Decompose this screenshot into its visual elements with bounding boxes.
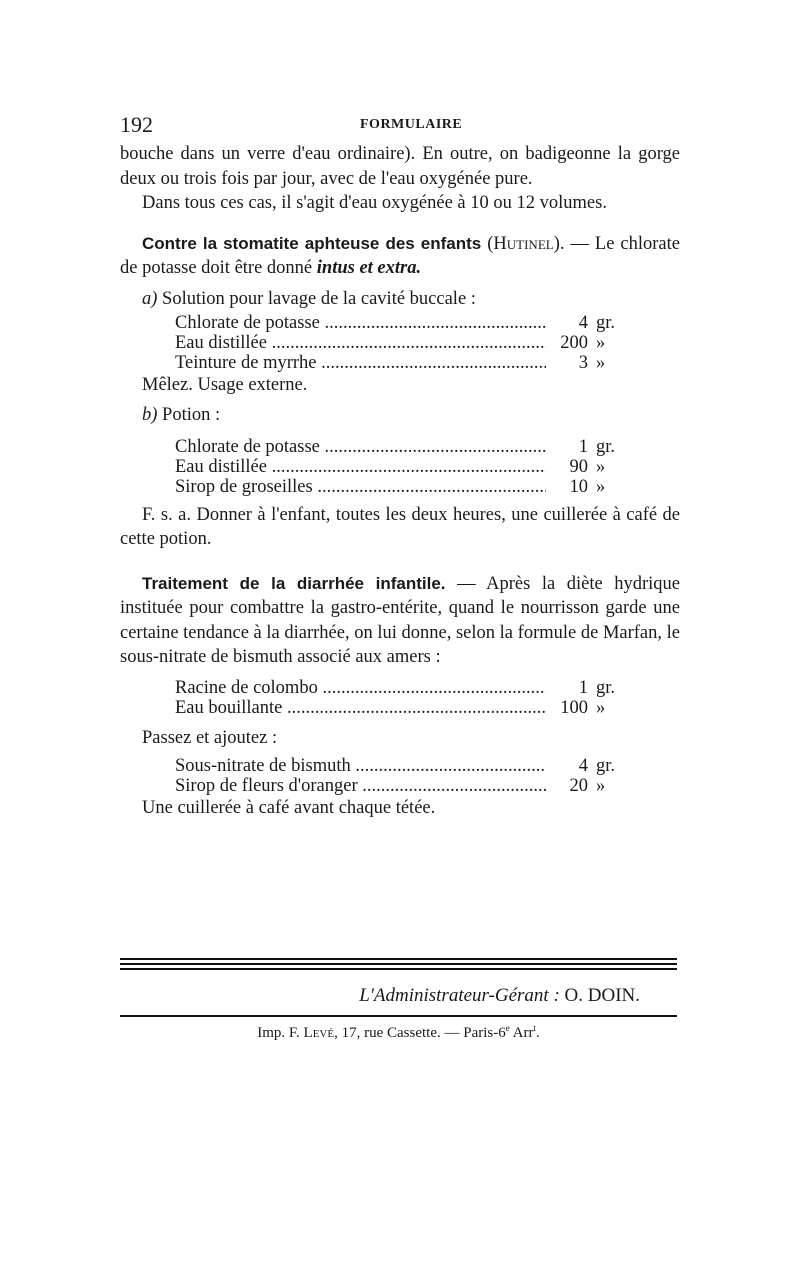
latin-phrase: intus et extra. (316, 258, 422, 278)
ingredient-row: Racine de colombo ..... 1 gr. (175, 678, 628, 698)
intro-oxygen-note: Dans tous ces cas, il s'agit d'eau oxygénée à 10 ou 12 volumes. (142, 193, 607, 213)
recipe-b-list (175, 437, 628, 497)
signature-name: O. DOIN. (559, 985, 640, 1006)
mid-note: Passez et ajoutez : (142, 727, 278, 748)
ingredient-row: Chlorate de potasse ..... 1 gr. (175, 437, 628, 457)
signature-label: L'Administrateur-Gérant : (359, 985, 560, 1006)
recipe-b-note: F. s. a. Donner à l'enfant, toutes les deux heures, une cuillerée à café de cette potion. (120, 504, 680, 549)
stomatite-intro: Contre la stomatite aphteuse des enfants (Hutinel). — Le chlorate de potasse doit être donné intus et extra. (120, 233, 680, 278)
page-number: 192 (120, 112, 153, 137)
section-stomatite (120, 232, 680, 552)
ingredient-row: Sirop de fleurs d'oranger ..... 20 » (175, 776, 628, 796)
diarrhee-intro: Traitement de la diarrhée infantile. — Après la diète hydrique instituée pour combattre la gastro-entérite, quand le nourrisson garde une certaine tendance à la diarrhée, on lui donne, selon la formule de Marfan, le sous-nitrate de bismuth associé aux amers : (120, 573, 680, 667)
ingredient-row: Eau bouillante ..... 100 » (175, 698, 628, 718)
printer-imprint: Imp. F. Levé, 17, rue Cassette. — Paris-6e Arr$^t$. (257, 1023, 540, 1041)
ingredient-row: Eau distillée ..... 200 » (175, 333, 628, 353)
footer-rule (120, 1015, 677, 1017)
running-title: FORMULAIRE (360, 117, 463, 132)
author-name: Hutinel (493, 233, 554, 254)
page-header (120, 112, 680, 142)
stomatite-heading: Contre la stomatite aphteuse des enfants (142, 233, 482, 253)
recipe-a-title: a) Solution pour lavage de la cavité buccale : (142, 288, 476, 309)
recipe-colombo-list (175, 678, 628, 718)
ingredient-row: Sirop de groseilles ..... 10 » (175, 477, 628, 497)
ingredient-row: Sous-nitrate de bismuth ..... 4 gr. (175, 756, 628, 776)
intro-continuation: bouche dans un verre d'eau ordinaire). En outre, on badigeonne la gorge deux ou trois fois par jour, avec de l'eau oxygénée pure. (120, 144, 680, 189)
recipe-a-list (175, 313, 628, 373)
signature-line (120, 985, 640, 1007)
divider-rule (120, 963, 677, 965)
section-diarrhee (120, 572, 680, 820)
final-note: Une cuillerée à café avant chaque tétée. (142, 797, 436, 818)
divider-rule (120, 958, 677, 960)
recipe-bismuth-list (175, 756, 628, 796)
ingredient-row: Chlorate de potasse ..... 4 gr. (175, 313, 628, 333)
recipe-b-title: b) Potion : (142, 404, 221, 425)
ingredient-row: Eau distillée ..... 90 » (175, 457, 628, 477)
ingredient-row: Teinture de myrrhe ..... 3 » (175, 353, 628, 373)
diarrhee-heading: Traitement de la diarrhée infantile. (142, 573, 446, 593)
page-body (120, 112, 680, 820)
divider-rule (120, 968, 677, 970)
recipe-a-note: Mêlez. Usage externe. (142, 374, 308, 395)
